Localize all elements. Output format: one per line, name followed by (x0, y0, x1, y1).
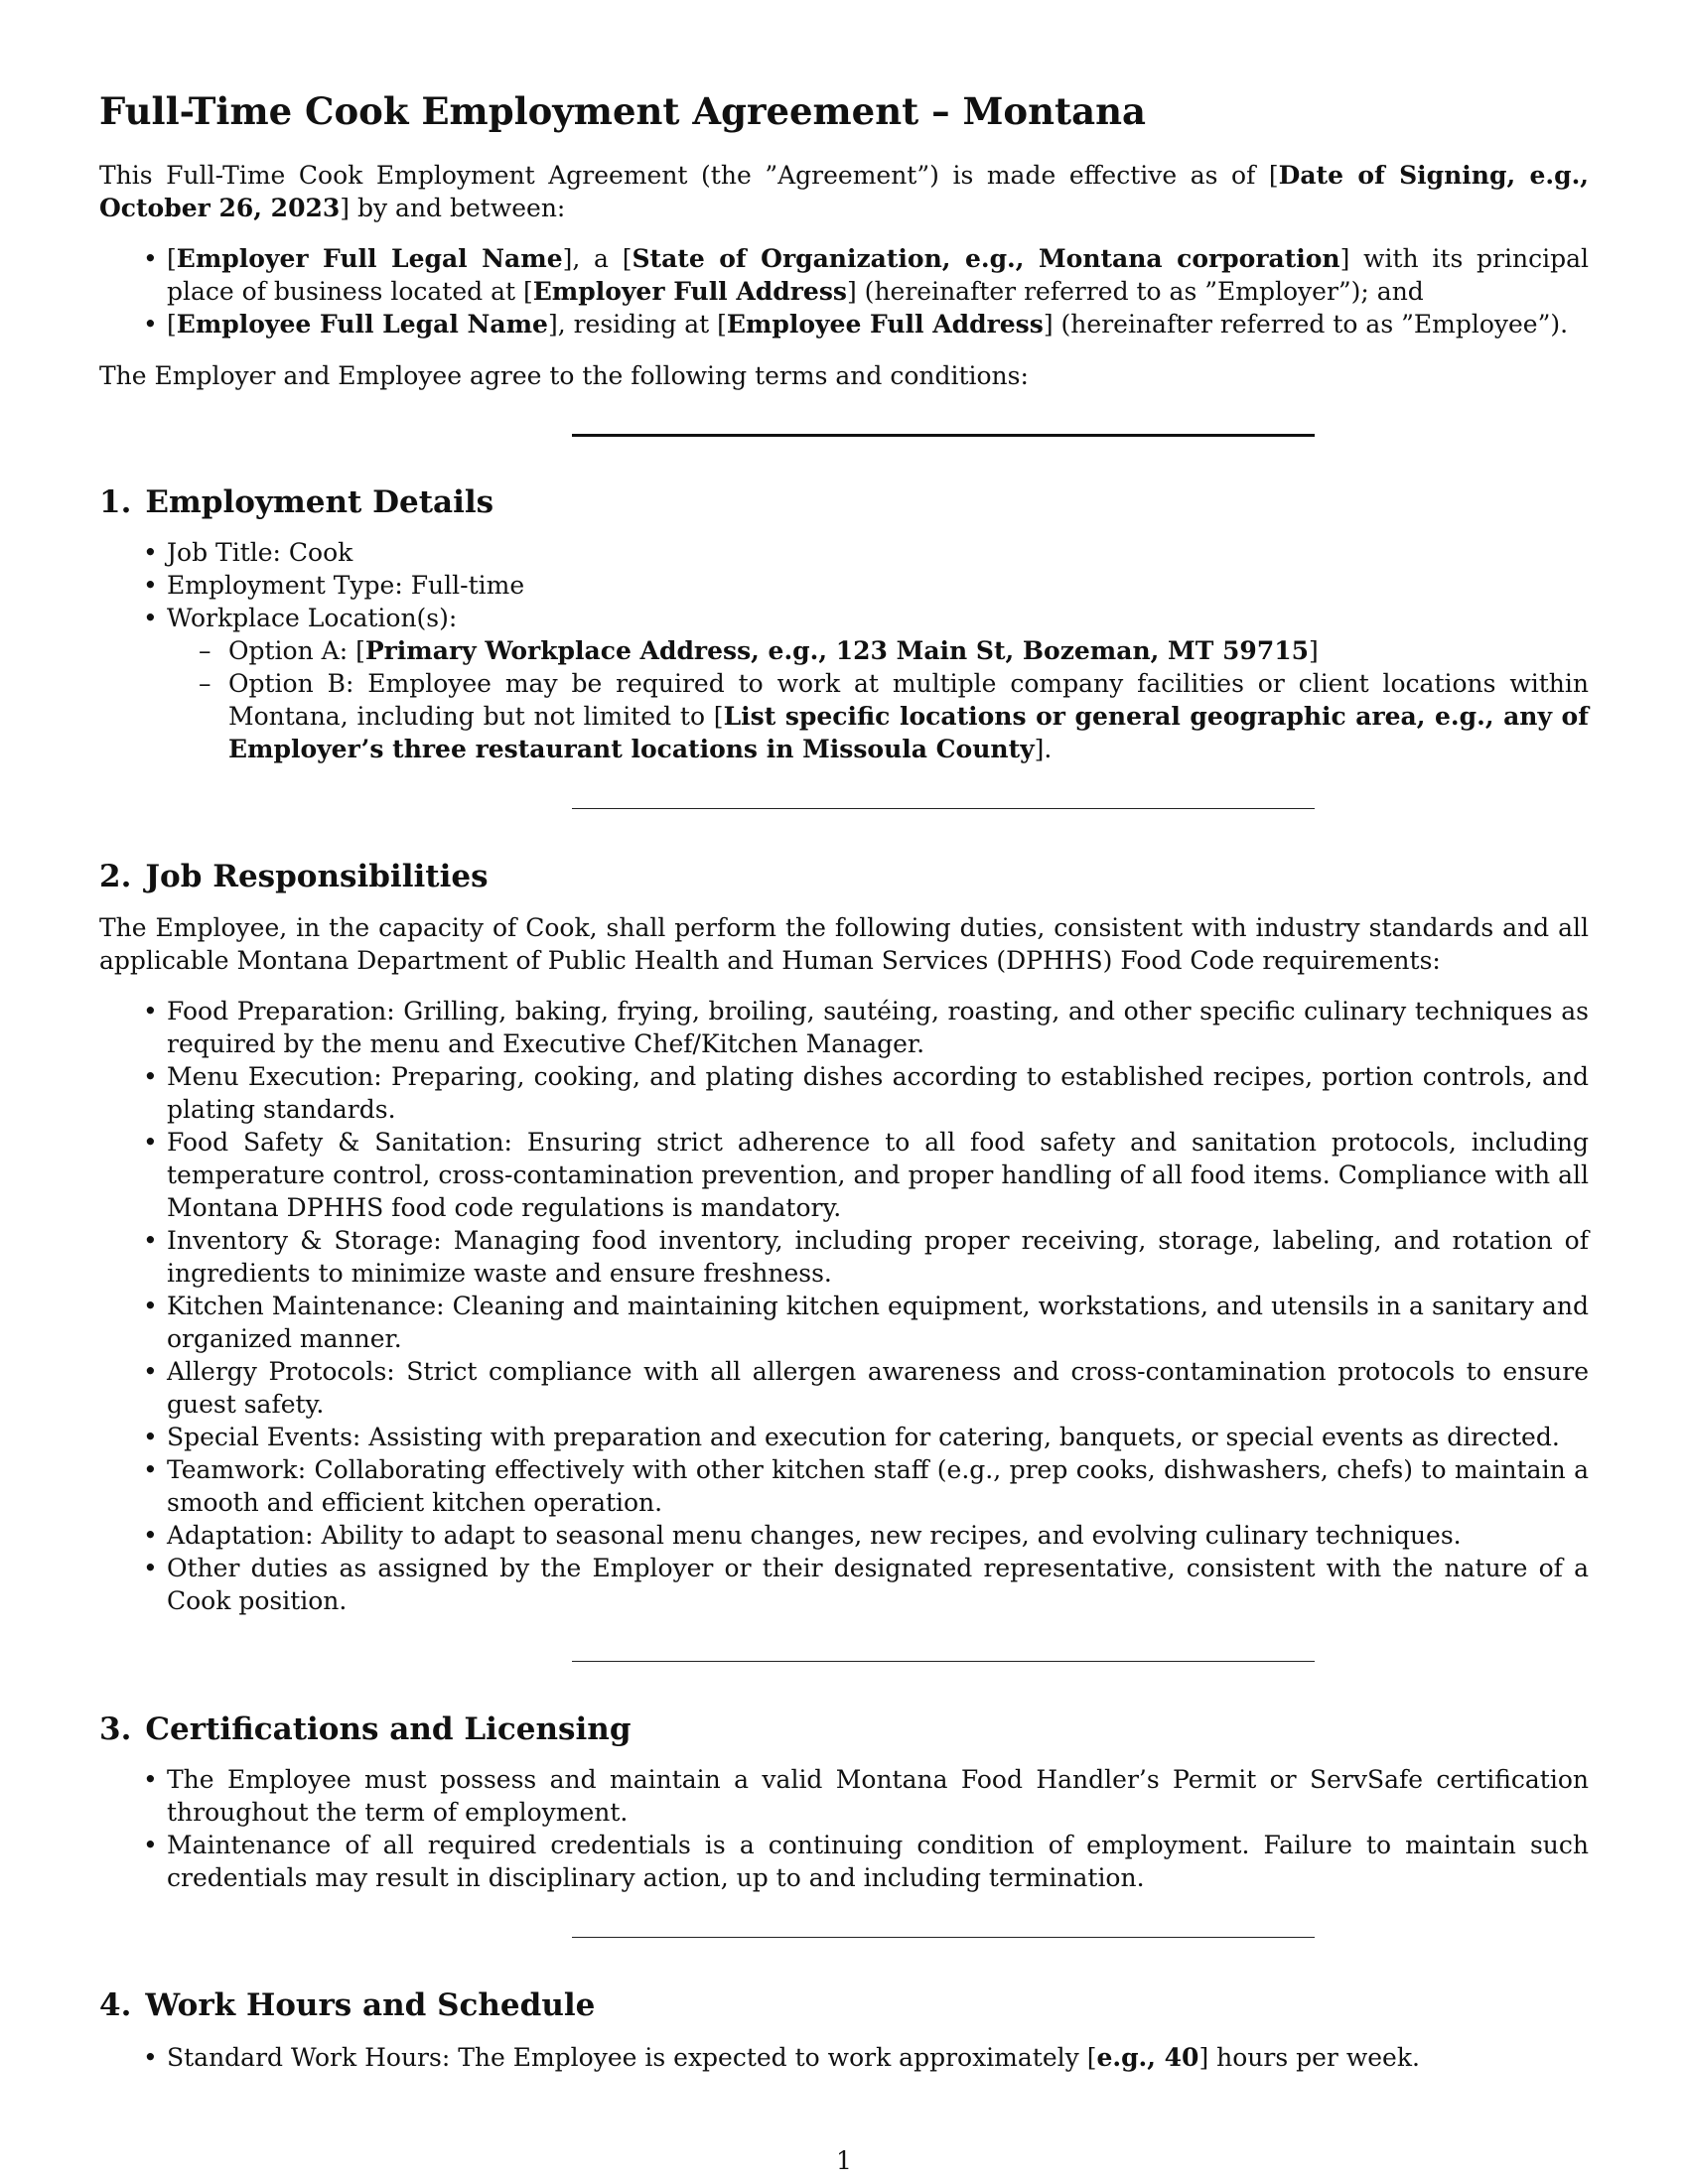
intro-paragraph (99, 159, 1589, 224)
document-title: Full-Time Cook Employment Agreement – Montana (99, 89, 1146, 133)
option-b-item: – Option B: Employee may be required to work at multiple company facilities or client locations within Montana, including but not limited to [List specific locations or general geographic area, e.g., any of Employer’s three restaurant locations in Missoula County]. (99, 667, 1589, 765)
employer-state-placeholder: State of Organization, e.g., Montana corporation (632, 244, 1340, 273)
parties-list (99, 242, 1589, 341)
section-2-intro: The Employee, in the capacity of Cook, shall perform the following duties, consistent with industry standards and all applicable Montana Department of Public Health and Human Services (DPHHS) Food Code requirements: (99, 913, 1589, 975)
section-1-heading: 1. Employment Details (99, 484, 494, 520)
primary-address-placeholder: Primary Workplace Address, e.g., 123 Main St, Bozeman, MT 59715 (364, 636, 1309, 665)
section-2-heading: 2. Job Responsibilities (99, 859, 489, 894)
locations-placeholder: List specific locations or general geographic area, e.g., any of Employer’s three restaurant locations in Missoula County (228, 702, 1589, 763)
responsibility-item: • Teamwork: Collaborating effectively with other kitchen staff (e.g., prep cooks, dishwashers, chefs) to maintain a smooth and efficient kitchen operation. (99, 1453, 1589, 1519)
section-divider (572, 1661, 1315, 1662)
page-number: 1 (836, 2146, 852, 2175)
employee-party-item: • [Employee Full Legal Name], residing at [Employee Full Address] (hereinafter referred to as ”Employee”). (99, 308, 1589, 341)
employment-type-item: • Employment Type: Full-time (99, 569, 1589, 602)
agree-line: The Employer and Employee agree to the following terms and conditions: (99, 361, 1029, 390)
option-a-item: – Option A: [Primary Workplace Address, e.g., 123 Main St, Bozeman, MT 59715] (99, 634, 1589, 667)
section-3-heading: 3. Certifications and Licensing (99, 1711, 632, 1747)
responsibility-item: • Food Preparation: Grilling, baking, frying, broiling, sautéing, roasting, and other specific culinary techniques as required by the menu and Executive Chef/Kitchen Manager. (99, 995, 1589, 1060)
section-divider (572, 434, 1315, 437)
responsibility-item: • Food Safety & Sanitation: Ensuring strict adherence to all food safety and sanitation protocols, including temperature control, cross-contamination prevention, and proper handling of all food items. Compliance with all Montana DPHHS food code regulations is mandatory. (99, 1126, 1589, 1224)
employer-party-item: • [Employer Full Legal Name], a [State of Organization, e.g., Montana corporation] with its principal place of business located at [Employer Full Address] (hereinafter referred to as ”Employer”); and (99, 242, 1589, 308)
section-4-heading: 4. Work Hours and Schedule (99, 1987, 596, 2023)
section-2-list (99, 995, 1589, 1617)
section-divider (572, 808, 1315, 809)
certification-item: • Maintenance of all required credentials is a continuing condition of employment. Failure to maintain such credentials may result in disciplinary action, up to and including termination. (99, 1829, 1589, 1894)
certification-item: • The Employee must possess and maintain a valid Montana Food Handler’s Permit or ServSafe certification throughout the term of employment. (99, 1763, 1589, 1829)
section-3-list (99, 1763, 1589, 1894)
employee-name-placeholder: Employee Full Legal Name (176, 310, 548, 339)
employee-address-placeholder: Employee Full Address (726, 310, 1044, 339)
work-hours-item: • Standard Work Hours: The Employee is expected to work approximately [e.g., 40] hours per week. (99, 2041, 1589, 2074)
responsibility-item: • Kitchen Maintenance: Cleaning and maintaining kitchen equipment, workstations, and utensils in a sanitary and organized manner. (99, 1290, 1589, 1355)
section-1-list (99, 536, 1589, 765)
section-4-list (99, 2041, 1589, 2074)
workplace-item: • Workplace Location(s): (99, 602, 1589, 634)
job-title-item: • Job Title: Cook (99, 536, 1589, 569)
date-placeholder: Date of Signing, e.g., October 26, 2023 (99, 161, 1589, 222)
responsibility-item: • Adaptation: Ability to adapt to seasonal menu changes, new recipes, and evolving culinary techniques. (99, 1519, 1589, 1552)
hours-placeholder: e.g., 40 (1096, 2043, 1199, 2072)
employer-address-placeholder: Employer Full Address (532, 277, 847, 306)
intro-text: This Full-Time Cook Employment Agreement (the ”Agreement”) is made effective as of [Date of Signing, e.g., October 26, 2023] by and between: (99, 161, 1589, 222)
responsibility-item: • Menu Execution: Preparing, cooking, and plating dishes according to established recipes, portion controls, and plating standards. (99, 1060, 1589, 1126)
responsibility-item: • Special Events: Assisting with preparation and execution for catering, banquets, or special events as directed. (99, 1421, 1589, 1453)
responsibility-item: • Other duties as assigned by the Employer or their designated representative, consistent with the nature of a Cook position. (99, 1552, 1589, 1617)
responsibility-item: • Allergy Protocols: Strict compliance with all allergen awareness and cross-contamination protocols to ensure guest safety. (99, 1355, 1589, 1421)
responsibility-item: • Inventory & Storage: Managing food inventory, including proper receiving, storage, labeling, and rotation of ingredients to minimize waste and ensure freshness. (99, 1224, 1589, 1290)
employer-name-placeholder: Employer Full Legal Name (176, 244, 563, 273)
section-divider (572, 1937, 1315, 1938)
